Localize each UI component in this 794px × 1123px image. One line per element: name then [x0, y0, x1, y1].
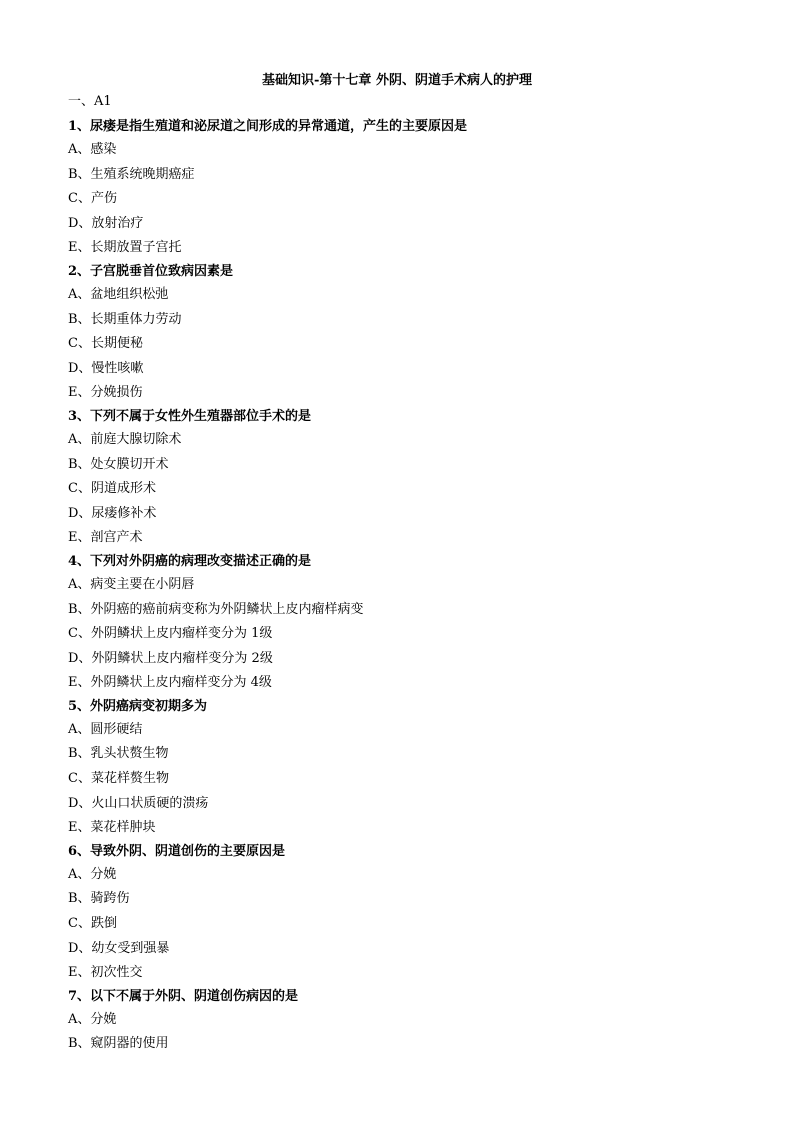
- answer-option: B、处女膜切开术: [68, 456, 169, 472]
- answer-option: E、初次性交: [68, 965, 143, 981]
- answer-option: B、外阴癌的癌前病变称为外阴鳞状上皮内瘤样病变: [68, 601, 364, 617]
- question-stem: 1、尿瘘是指生殖道和泌尿道之间形成的异常通道，产生的主要原因是: [68, 119, 468, 134]
- answer-option: D、尿瘘修补术: [68, 505, 157, 521]
- answer-option: E、菜花样肿块: [68, 820, 156, 836]
- answer-option: A、感染: [68, 142, 117, 157]
- answer-option: A、病变主要在小阴唇: [68, 576, 195, 592]
- section-heading: 一、A1: [68, 94, 112, 109]
- answer-option: A、分娩: [68, 866, 117, 882]
- answer-option: B、生殖系统晚期癌症: [68, 166, 195, 182]
- answer-option: D、外阴鳞状上皮内瘤样变分为 2级: [68, 650, 273, 666]
- question-list: [68, 116, 758, 1057]
- answer-option: B、乳头状赘生物: [68, 746, 169, 762]
- answer-option: A、分娩: [68, 1011, 117, 1027]
- question-item: [68, 841, 758, 986]
- question-stem: 2、子宫脱垂首位致病因素是: [68, 263, 234, 279]
- question-stem: 3、下列不属于女性外生殖器部位手术的是: [68, 408, 312, 424]
- answer-option: B、长期重体力劳动: [68, 311, 182, 327]
- question-item: [68, 696, 758, 841]
- answer-option: C、长期便秘: [68, 336, 143, 352]
- answer-option: D、放射治疗: [68, 215, 144, 231]
- question-stem: 4、下列对外阴癌的病理改变描述正确的是: [68, 553, 312, 569]
- question-item: [68, 551, 758, 696]
- answer-option: E、分娩损伤: [68, 385, 143, 401]
- answer-option: B、窥阴器的使用: [68, 1036, 169, 1052]
- question-stem: 6、导致外阴、阴道创伤的主要原因是: [68, 843, 286, 859]
- question-item: [68, 261, 758, 406]
- answer-option: C、菜花样赘生物: [68, 771, 169, 787]
- answer-option: A、盆地组织松弛: [68, 286, 169, 302]
- answer-option: D、慢性咳嗽: [68, 360, 144, 376]
- answer-option: B、骑跨伤: [68, 891, 130, 907]
- answer-option: C、跌倒: [68, 916, 117, 932]
- question-item: [68, 406, 758, 551]
- question-item: [68, 986, 758, 1057]
- question-stem: 7、以下不属于外阴、阴道创伤病因的是: [68, 988, 299, 1004]
- answer-option: E、剖宫产术: [68, 530, 143, 546]
- answer-option: E、长期放置子宫托: [68, 240, 182, 256]
- answer-option: E、外阴鳞状上皮内瘤样变分为 4级: [68, 675, 272, 691]
- answer-option: A、圆形硬结: [68, 721, 143, 737]
- answer-option: C、外阴鳞状上皮内瘤样变分为 1级: [68, 626, 273, 642]
- answer-option: C、产伤: [68, 191, 117, 207]
- answer-option: D、幼女受到强暴: [68, 940, 170, 956]
- question-item: [68, 116, 758, 261]
- answer-option: C、阴道成形术: [68, 481, 156, 497]
- question-stem: 5、外阴癌病变初期多为: [68, 698, 208, 714]
- answer-option: A、前庭大腺切除术: [68, 431, 182, 447]
- answer-option: D、火山口状质硬的溃疡: [68, 795, 209, 811]
- document-title: 基础知识-第十七章 外阴、阴道手术病人的护理: [262, 73, 532, 88]
